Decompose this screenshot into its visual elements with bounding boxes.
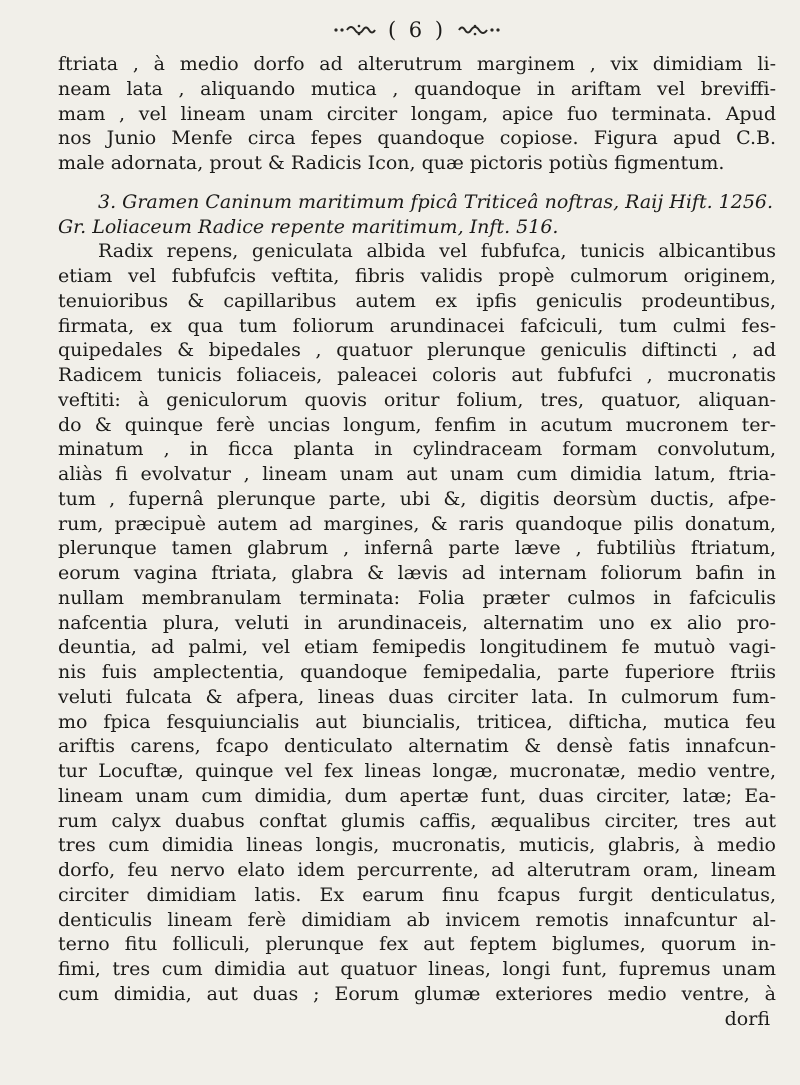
species-heading: 3. Gramen Caninum maritimum fpicâ Triticeâ noftras, Raij Hift. 1256. [98, 190, 774, 213]
text-line: nullam membranulam terminata: Folia præter culmos in fafciculis [58, 586, 776, 609]
text-line: Radix repens, geniculata albida vel fubfufca, tunicis albicantibus [98, 240, 776, 263]
text-line: rum, præcipuè autem ad margines, & raris quandoque pilis donatum, [58, 512, 776, 535]
page-header [58, 10, 776, 50]
right-ornament-icon [454, 23, 502, 37]
text-line: firmata, ex qua tum foliorum arundinacei fafciculi, tum culmi fes- [58, 314, 776, 337]
text-line: deuntia, ad palmi, vel etiam femipedis longitudinem fe mutuò vagi- [58, 636, 776, 659]
text-line: circiter dimidiam latis. Ex earum finu fcapus furgit denticulatus, [58, 883, 776, 906]
text-line: tres cum dimidia lineas longis, mucronatis, muticis, glabris, à medio [58, 834, 776, 857]
text-line: lineam unam cum dimidia, dum apertæ funt, duas circiter, latæ; Ea- [58, 784, 776, 807]
text-line: nafcentia plura, veluti in arundinaceis, alternatim uno ex alio pro- [58, 611, 776, 634]
text-line: plerunque tamen glabrum , infernâ parte læve , fubtiliùs ftriatum, [58, 537, 776, 560]
text-line: etiam vel fubfufcis veftita, fibris validis propè culmorum originem, [58, 265, 776, 287]
catchword: dorfi [724, 1007, 770, 1030]
text-line: tur Locuftæ, quinque vel fex lineas longæ, mucronatæ, medio ventre, [58, 760, 776, 782]
text-line: nis fuis amplectentia, quandoque femipedalia, parte fuperiore ftriis [58, 661, 776, 683]
text-line: fimi, tres cum dimidia aut quatuor lineas, longi funt, fupremus unam [58, 958, 776, 980]
text-line: mam , vel lineam unam circiter longam, apice fuo terminata. Apud [58, 102, 776, 125]
text-line: nos Junio Menfe circa fepes quandoque copiose. Figura apud C.B. [58, 127, 776, 150]
text-line: minatum , in ficca planta in cylindraceam formam convolutum, [58, 438, 776, 461]
text-body [58, 52, 776, 1031]
text-line: rum calyx duabus conftat glumis caffis, æqualibus circiter, tres aut [58, 809, 776, 832]
text-line: mo fpica fesquiuncialis aut biuncialis, triticea, difticha, mutica feu [58, 710, 776, 733]
text-line: do & quinque ferè uncias longum, fenfim in acutum mucronem ter- [58, 413, 776, 436]
text-line: tum , fupernâ plerunque parte, ubi &, digitis deorsùm ductis, afpe- [58, 487, 776, 510]
text-line: eorum vagina ftriata, glabra & lævis ad internam foliorum bafin in [58, 562, 776, 584]
text-line: veftiti: à geniculorum quovis oritur folium, tres, quatuor, aliquan- [58, 388, 776, 411]
text-line: terno fitu folliculi, plerunque fex aut feptem biglumes, quorum in- [58, 933, 776, 956]
text-line: veluti fulcata & afpera, lineas duas circiter lata. In culmorum fum- [58, 685, 776, 708]
text-line: quipedales & bipedales , quatuor plerunque geniculis diftincti , ad [58, 339, 776, 362]
page-number: ( 6 ) [387, 18, 447, 42]
text-line: neam lata , aliquando mutica , quandoque in ariftam vel breviffi- [58, 77, 776, 100]
text-line: dorfo, feu nervo elato idem percurrente, ad alterutram oram, lineam [58, 859, 776, 881]
text-line: denticulis lineam ferè dimidiam ab invicem remotis innafcuntur al- [58, 908, 776, 931]
species-synonym: Gr. Loliaceum Radice repente maritimum, Inft. 516. [58, 215, 559, 238]
left-ornament-icon [332, 23, 380, 37]
text-line: ariftis carens, fcapo denticulato alternatim & densè fatis innafcun- [58, 735, 776, 758]
text-line: male adornata, prout & Radicis Icon, quæ pictoris potiùs figmentum. [58, 152, 725, 174]
text-line: ftriata , à medio dorfo ad alterutrum marginem , vix dimidiam li- [58, 53, 776, 75]
text-line: cum dimidia, aut duas ; Eorum glumæ exteriores medio ventre, à [58, 982, 776, 1005]
text-line: aliàs fi evolvatur , lineam unam aut unam cum dimidia latum, ftria- [58, 463, 776, 485]
text-line: Radicem tunicis foliaceis, paleacei coloris aut fubfufci , mucronatis [58, 364, 776, 386]
text-line: tenuioribus & capillaribus autem ex ipfis geniculis prodeuntibus, [58, 289, 776, 312]
